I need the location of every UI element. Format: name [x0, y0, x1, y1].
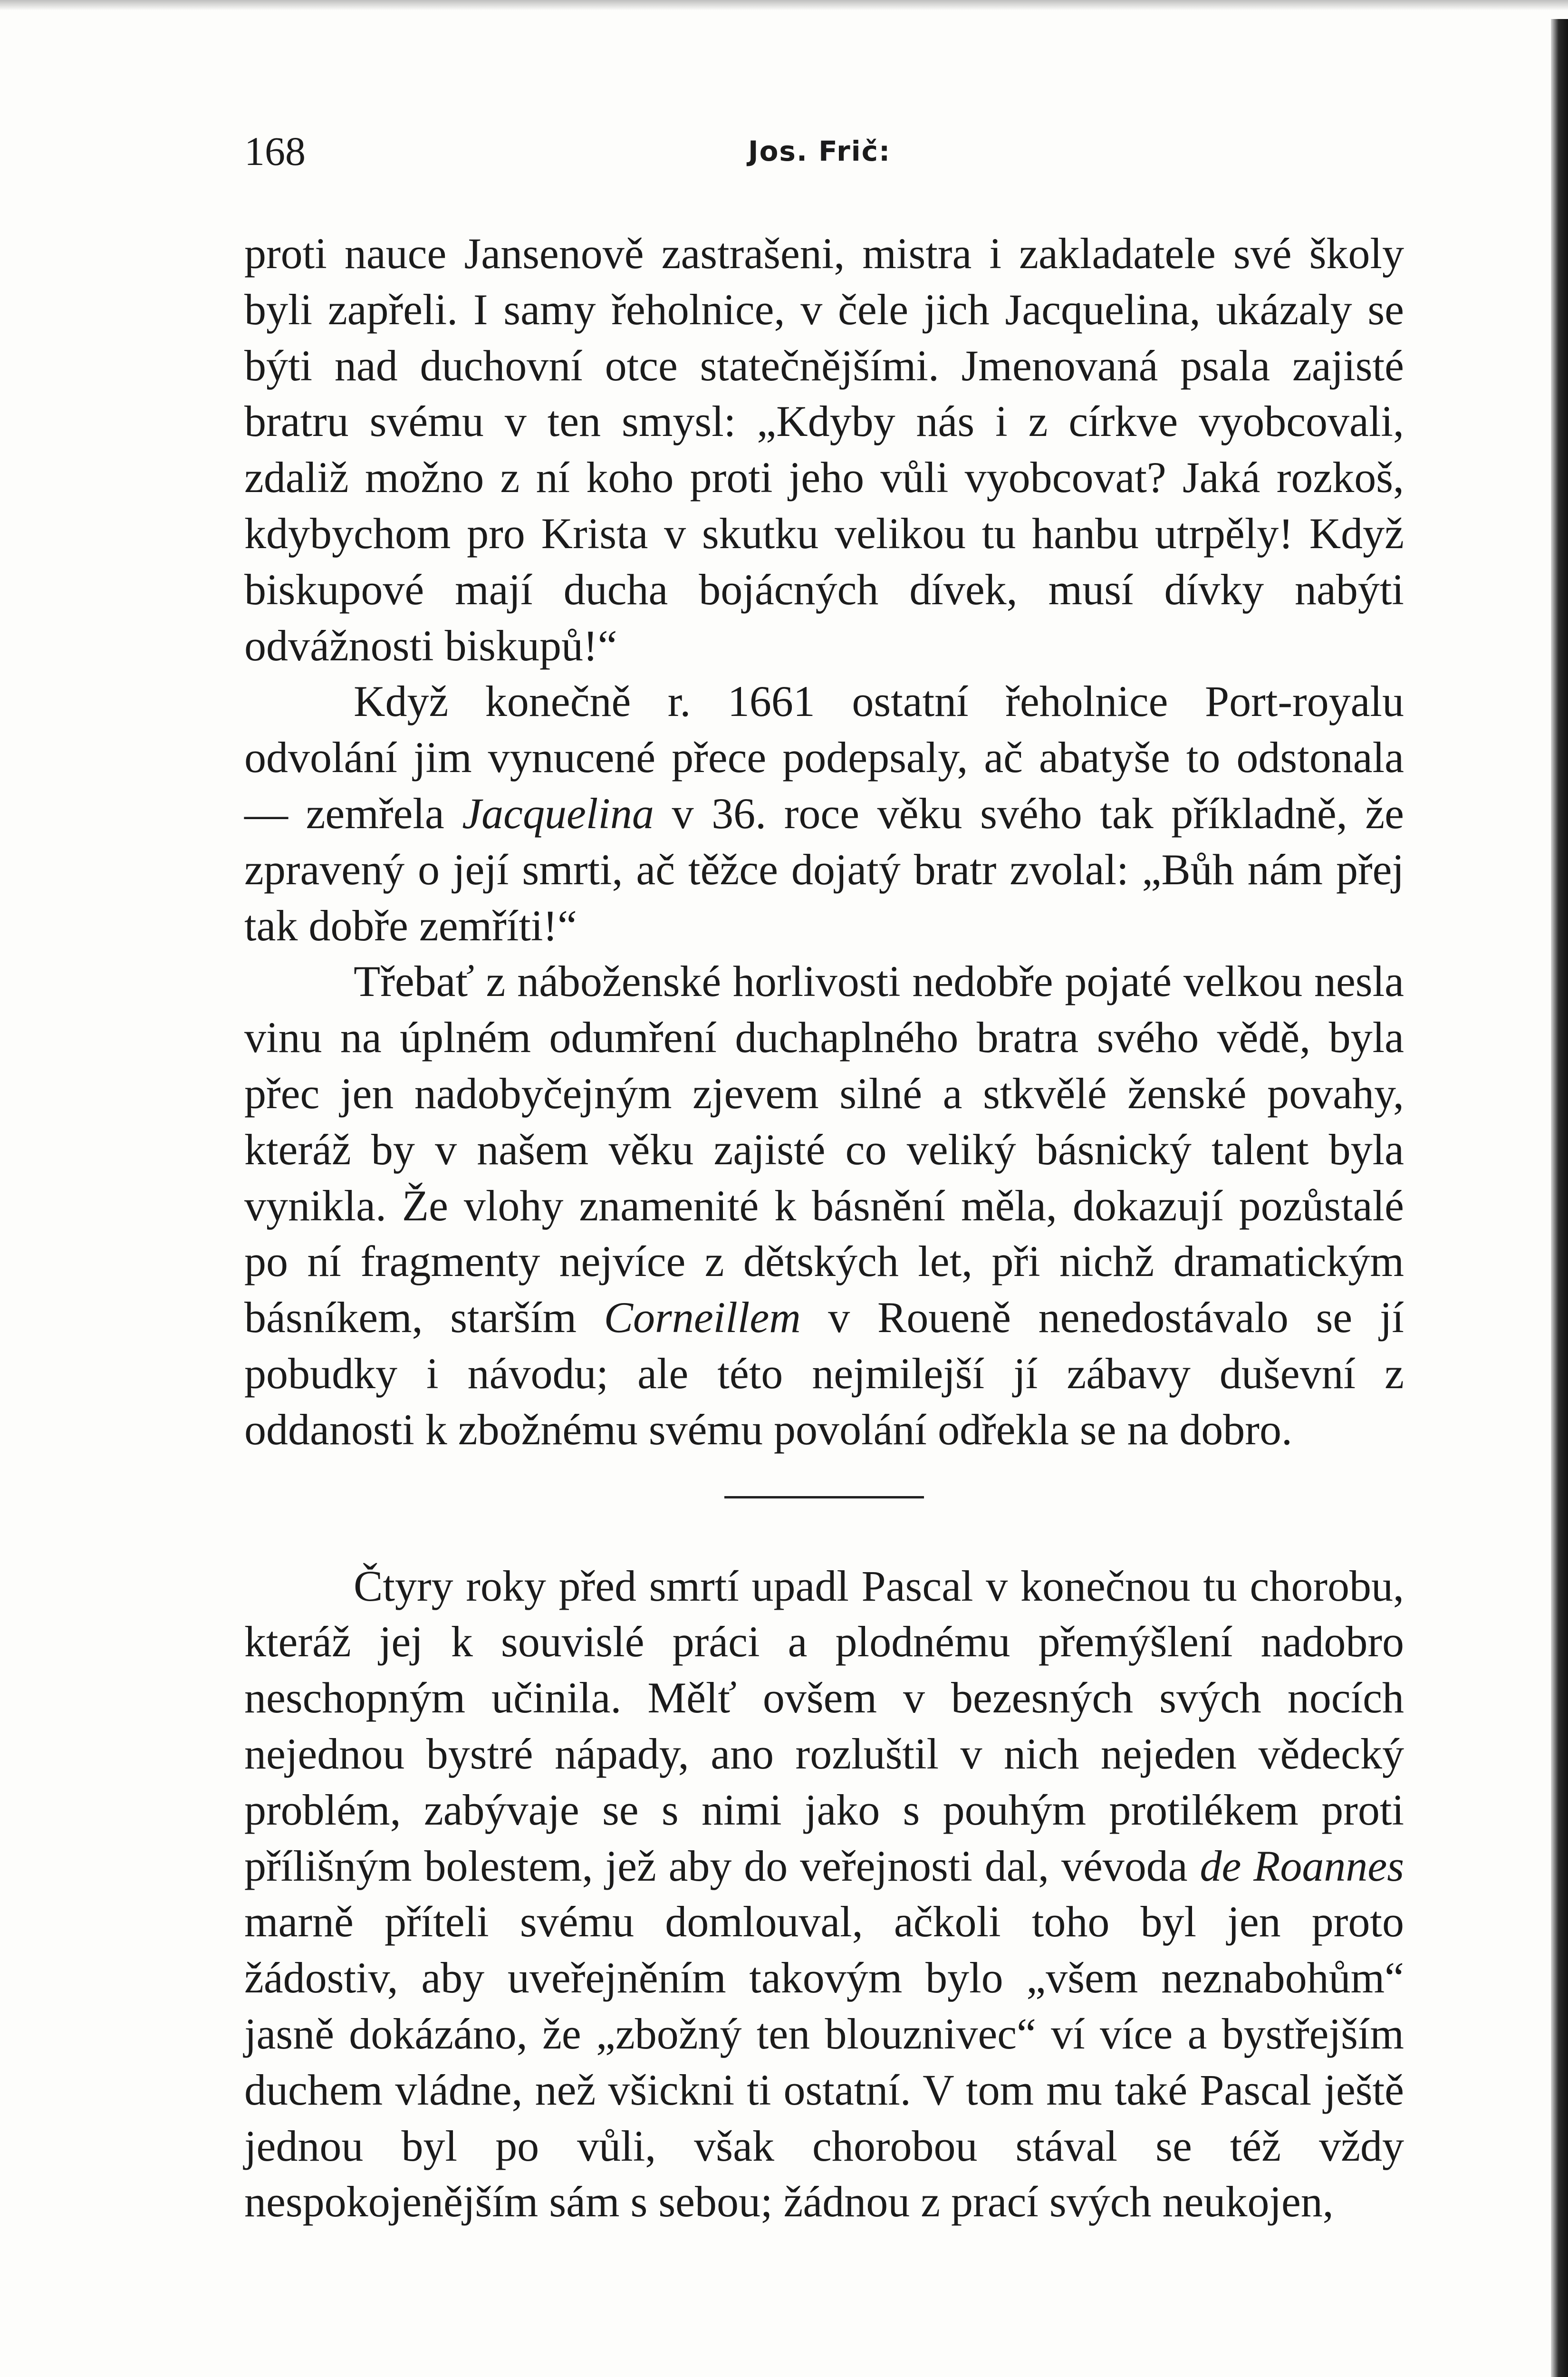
paragraph-2-text-b: v 36. roce věku svého tak příkladně, že zpravený o její smrti, ač těžce dojatý bratr zvolal: „Bůh nám přej tak dobře zemříti!“: [244, 789, 1404, 950]
page-number: 168: [244, 128, 306, 174]
running-title: Jos. Frič:: [748, 135, 891, 167]
paragraph-2-italic-name: Jacquelina: [462, 789, 654, 838]
paragraph-2-text-a: Když konečně r. 1661 ostatní řeholnice Port-royalu odvolání jim vynucené přece podepsaly, ač abatyše to odstonala — zemřela: [244, 677, 1404, 838]
section-divider: [724, 1496, 924, 1498]
paragraph-4-text-a: Čtyry roky před smrtí upadl Pascal v konečnou tu chorobu, kteráž jej k souvislé práci a plodnému přemýšlení nadobro neschopným učinila. Mělť ovšem v bezesných svých nocích nejednou bystré nápady, ano rozluštil v nich nejeden vědecký problém, zabývaje se s nimi jako s pouhým protilékem proti přílišným bolestem, jež aby do veřejnosti dal, vévoda: [244, 1561, 1404, 1890]
paragraph-3-text-a: Třebať z náboženské horlivosti nedobře pojaté velkou nesla vinu na úplném odumření duchaplného bratra svého vědě, byla přec jen nadobyčejným zjevem silné a stkvělé ženské povahy, kteráž by v našem věku zajisté co veliký básnický talent byla vynikla. Že vlohy znamenité k básnění měla, dokazují pozůstalé po ní fragmenty nejvíce z dětských let, při nichž dramatickým básníkem, starším: [244, 957, 1404, 1342]
paragraph-1: [244, 226, 1404, 674]
paragraph-2: [244, 674, 1404, 954]
body-text: [244, 226, 1404, 2230]
paragraph-4: [244, 1558, 1404, 2231]
paragraph-3: [244, 954, 1404, 1458]
paragraph-4-text-b: marně příteli svému domlouval, ačkoli toho byl jen proto žádostiv, aby uveřejněním takovým bylo „všem neznabohům“ jasně dokázáno, že „zbožný ten blouznivec“ ví více a bystřejším duchem vládne, než všickni ti ostatní. V tom mu také Pascal ještě jednou byl po vůli, však chorobou stával se též vždy nespokojenějším sám s sebou; žádnou z prací svých neukojen,: [244, 1897, 1404, 2226]
page-binding-edge: [1551, 19, 1568, 2377]
running-head: [244, 123, 1404, 180]
paragraph-4-italic-name: de Roannes: [1200, 1841, 1404, 1890]
paragraph-3-italic-name: Corneillem: [604, 1293, 801, 1342]
paragraph-1-text: proti nauce Jansenově zastrašeni, mistra i zakladatele své školy byli zapřeli. I samy řeholnice, v čele jich Jacquelina, ukázaly se býti nad duchovní otce statečnějšími. Jmenovaná psala zajisté bratru svému v ten smysl: „Kdyby nás i z církve vyobcovali, zdaliž možno z ní koho proti jeho vůli vyobcovat? Jaká rozkoš, kdybychom pro Krista v skutku velikou tu hanbu utrpěly! Když biskupové mají ducha bojácných dívek, musí dívky nabýti odvážnosti biskupů!“: [244, 229, 1404, 670]
page-top-shadow: [0, 0, 1568, 10]
paragraph-3-text-b: v Roueně nenedostávalo se jí pobudky i návodu; ale této nejmilejší jí zábavy duševní z oddanosti k zbožnému svému povolání odřekla se na dobro.: [244, 1293, 1404, 1454]
